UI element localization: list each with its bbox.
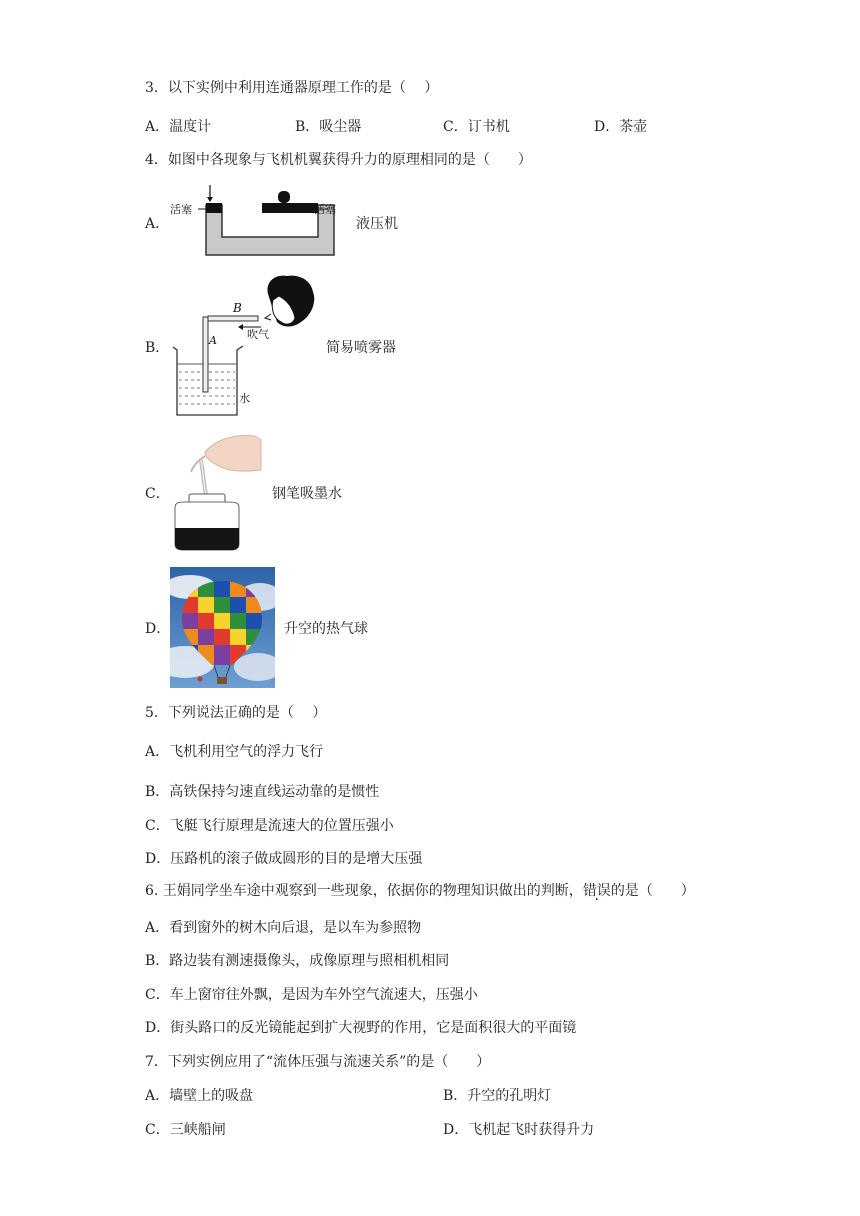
- q3-option-b: B．吸尘器: [295, 119, 362, 135]
- q4-option-a-letter: A．: [145, 216, 170, 232]
- hot-air-balloon-photo: [170, 567, 275, 688]
- piston-label-left: 活塞: [170, 203, 192, 216]
- q5-option-c: C．飞艇飞行原理是流速大的位置压强小: [145, 818, 394, 834]
- q5-option-d: D．压路机的滚子做成圆形的目的是增大压强: [145, 851, 423, 867]
- q7-option-a: A．墙壁上的吸盘: [145, 1088, 254, 1104]
- q7-stem: 7．下列实例应用了“流体压强与流速关系”的是（ ）: [145, 1054, 491, 1070]
- pen-ink-figure: [165, 432, 265, 552]
- q6-stem: [145, 881, 695, 901]
- blow-label: 吹气: [247, 328, 269, 341]
- q4-option-a-caption: 液压机: [356, 216, 398, 232]
- q4-option-d-caption: 升空的热气球: [284, 621, 368, 637]
- q6-stem-before: 6. 王娟同学坐车途中观察到一些现象，依据你的物理知识做出的判断，: [145, 883, 583, 899]
- water-label: 水: [239, 392, 250, 405]
- q6-option-b: B．路边装有测速摄像头，成像原理与照相机相同: [145, 953, 450, 969]
- q5-option-b: B．高铁保持匀速直线运动靠的是惯性: [145, 784, 380, 800]
- q7-option-c: C．三峡船闸: [145, 1122, 226, 1138]
- q3-option-a: A．温度计: [145, 119, 212, 135]
- q6-option-a: A．看到窗外的树木向后退，是以车为参照物: [145, 920, 422, 936]
- tube-label-b: B: [233, 301, 242, 315]
- hydraulic-press-figure: [168, 185, 348, 260]
- q6-option-c: C．车上窗帘往外飘，是因为车外空气流速大，压强小: [145, 987, 478, 1003]
- q3-option-c: C．订书机: [443, 119, 510, 135]
- q4-option-c-caption: 钢笔吸墨水: [272, 486, 342, 502]
- q4-option-c-letter: C．: [145, 486, 170, 502]
- q4-stem: 4．如图中各现象与飞机机翼获得升力的原理相同的是（ ）: [145, 152, 532, 168]
- q4-option-b-caption: 简易喷雾器: [326, 340, 396, 356]
- piston-label-right: 活塞: [314, 203, 336, 216]
- q7-option-b: B．升空的孔明灯: [443, 1088, 552, 1104]
- q3-stem: 3．以下实例中利用连通器原理工作的是（ ）: [145, 80, 439, 96]
- q5-stem: 5．下列说法正确的是（ ）: [145, 705, 327, 721]
- q6-stem-emphasis: 错误: [582, 883, 611, 899]
- q7-option-d: D．飞机起飞时获得升力: [443, 1122, 595, 1138]
- sprayer-figure: [165, 272, 320, 422]
- q4-option-d-letter: D．: [145, 621, 171, 637]
- q4-option-b-letter: B．: [145, 340, 170, 356]
- q6-option-d: D．街头路口的反光镜能起到扩大视野的作用，它是面积很大的平面镜: [145, 1020, 577, 1036]
- tube-label-a: A: [209, 334, 217, 347]
- q3-option-d: D．茶壶: [594, 119, 648, 135]
- q5-option-a: A．飞机利用空气的浮力飞行: [145, 744, 324, 760]
- q6-stem-after: 的是（ ）: [610, 883, 695, 899]
